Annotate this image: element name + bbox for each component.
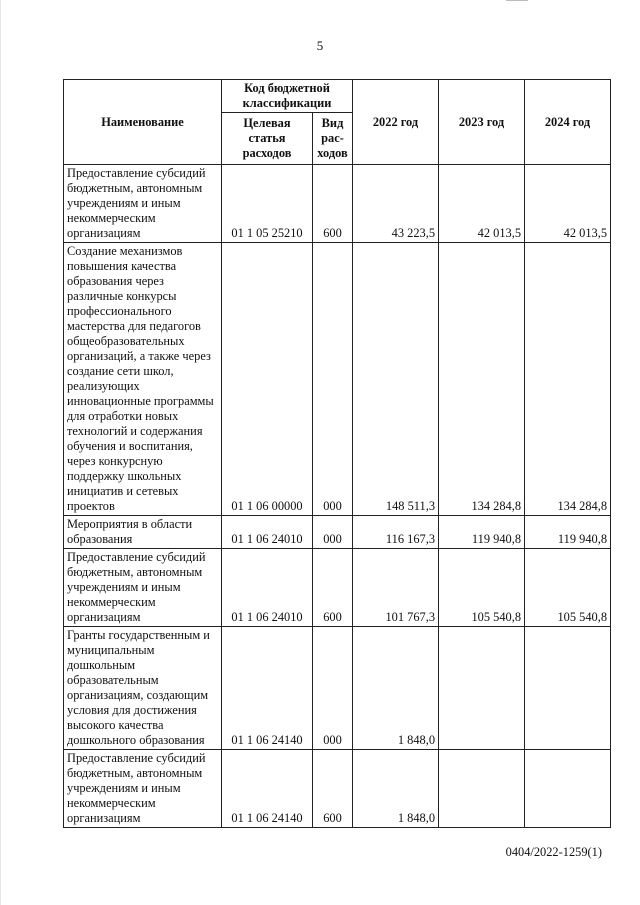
row-value-2023: [439, 627, 525, 750]
row-value-2022: 43 223,5: [353, 165, 439, 243]
row-value-2024: 134 284,8: [525, 243, 611, 516]
row-value-2022: 101 767,3: [353, 549, 439, 627]
header-target: Целевая статья расходов: [222, 113, 313, 165]
row-kind-code: 000: [313, 516, 353, 549]
row-value-2024: [525, 750, 611, 828]
row-target-code: 01 1 05 25210: [222, 165, 313, 243]
row-kind-code: 600: [313, 549, 353, 627]
table-row: [64, 243, 611, 516]
header-2024: 2024 год: [525, 80, 611, 165]
scan-mark: [506, 0, 528, 1]
row-name: Предоставление субсидий бюджетным, автономным учреждениям и иным некоммерческим организациям: [64, 549, 222, 627]
row-value-2024: 105 540,8: [525, 549, 611, 627]
row-target-code: 01 1 06 24010: [222, 549, 313, 627]
row-value-2023: 42 013,5: [439, 165, 525, 243]
page-number: 5: [316, 38, 324, 53]
row-target-code: 01 1 06 24010: [222, 516, 313, 549]
header-name: Наименование: [64, 80, 222, 165]
table-row: [64, 165, 611, 243]
header-kind: Вид рас- ходов: [313, 113, 353, 165]
row-value-2024: 119 940,8: [525, 516, 611, 549]
budget-table: [63, 79, 611, 828]
table-body: [64, 165, 611, 828]
table-row: [64, 627, 611, 750]
header-2022: 2022 год: [353, 80, 439, 165]
row-value-2024: [525, 627, 611, 750]
row-target-code: 01 1 06 24140: [222, 750, 313, 828]
row-name: Гранты государственным и муниципальным дошкольным образовательным организациям, создающим условия для достижения высокого качества дошкольного образования: [64, 627, 222, 750]
row-kind-code: 600: [313, 750, 353, 828]
row-name: Мероприятия в области образования: [64, 516, 222, 549]
scan-edge: [0, 0, 1, 905]
document-code: 0404/2022-1259(1): [505, 845, 602, 859]
header-code-group: Код бюджетной классификации: [222, 80, 353, 113]
table-header: [64, 80, 611, 165]
table-row: [64, 516, 611, 549]
row-value-2024: 42 013,5: [525, 165, 611, 243]
table-row: [64, 549, 611, 627]
table-row: [64, 750, 611, 828]
row-name: Предоставление субсидий бюджетным, автономным учреждениям и иным некоммерческим организациям: [64, 750, 222, 828]
row-kind-code: 000: [313, 627, 353, 750]
row-name: Создание механизмов повышения качества образования через различные конкурсы профессионального мастерства для педагогов общеобразовательных организаций, а также через создание сети школ, реализующих инновационные программы для отработки новых технологий и содержания обучения и воспитания, через конкурсную поддержку школьных инициатив и сетевых проектов: [64, 243, 222, 516]
row-name: Предоставление субсидий бюджетным, автономным учреждениям и иным некоммерческим организациям: [64, 165, 222, 243]
row-value-2022: 1 848,0: [353, 750, 439, 828]
row-target-code: 01 1 06 24140: [222, 627, 313, 750]
row-value-2023: 105 540,8: [439, 549, 525, 627]
row-value-2023: 134 284,8: [439, 243, 525, 516]
row-kind-code: 000: [313, 243, 353, 516]
row-value-2023: [439, 750, 525, 828]
header-2023: 2023 год: [439, 80, 525, 165]
row-value-2023: 119 940,8: [439, 516, 525, 549]
row-target-code: 01 1 06 00000: [222, 243, 313, 516]
row-kind-code: 600: [313, 165, 353, 243]
row-value-2022: 1 848,0: [353, 627, 439, 750]
row-value-2022: 116 167,3: [353, 516, 439, 549]
row-value-2022: 148 511,3: [353, 243, 439, 516]
